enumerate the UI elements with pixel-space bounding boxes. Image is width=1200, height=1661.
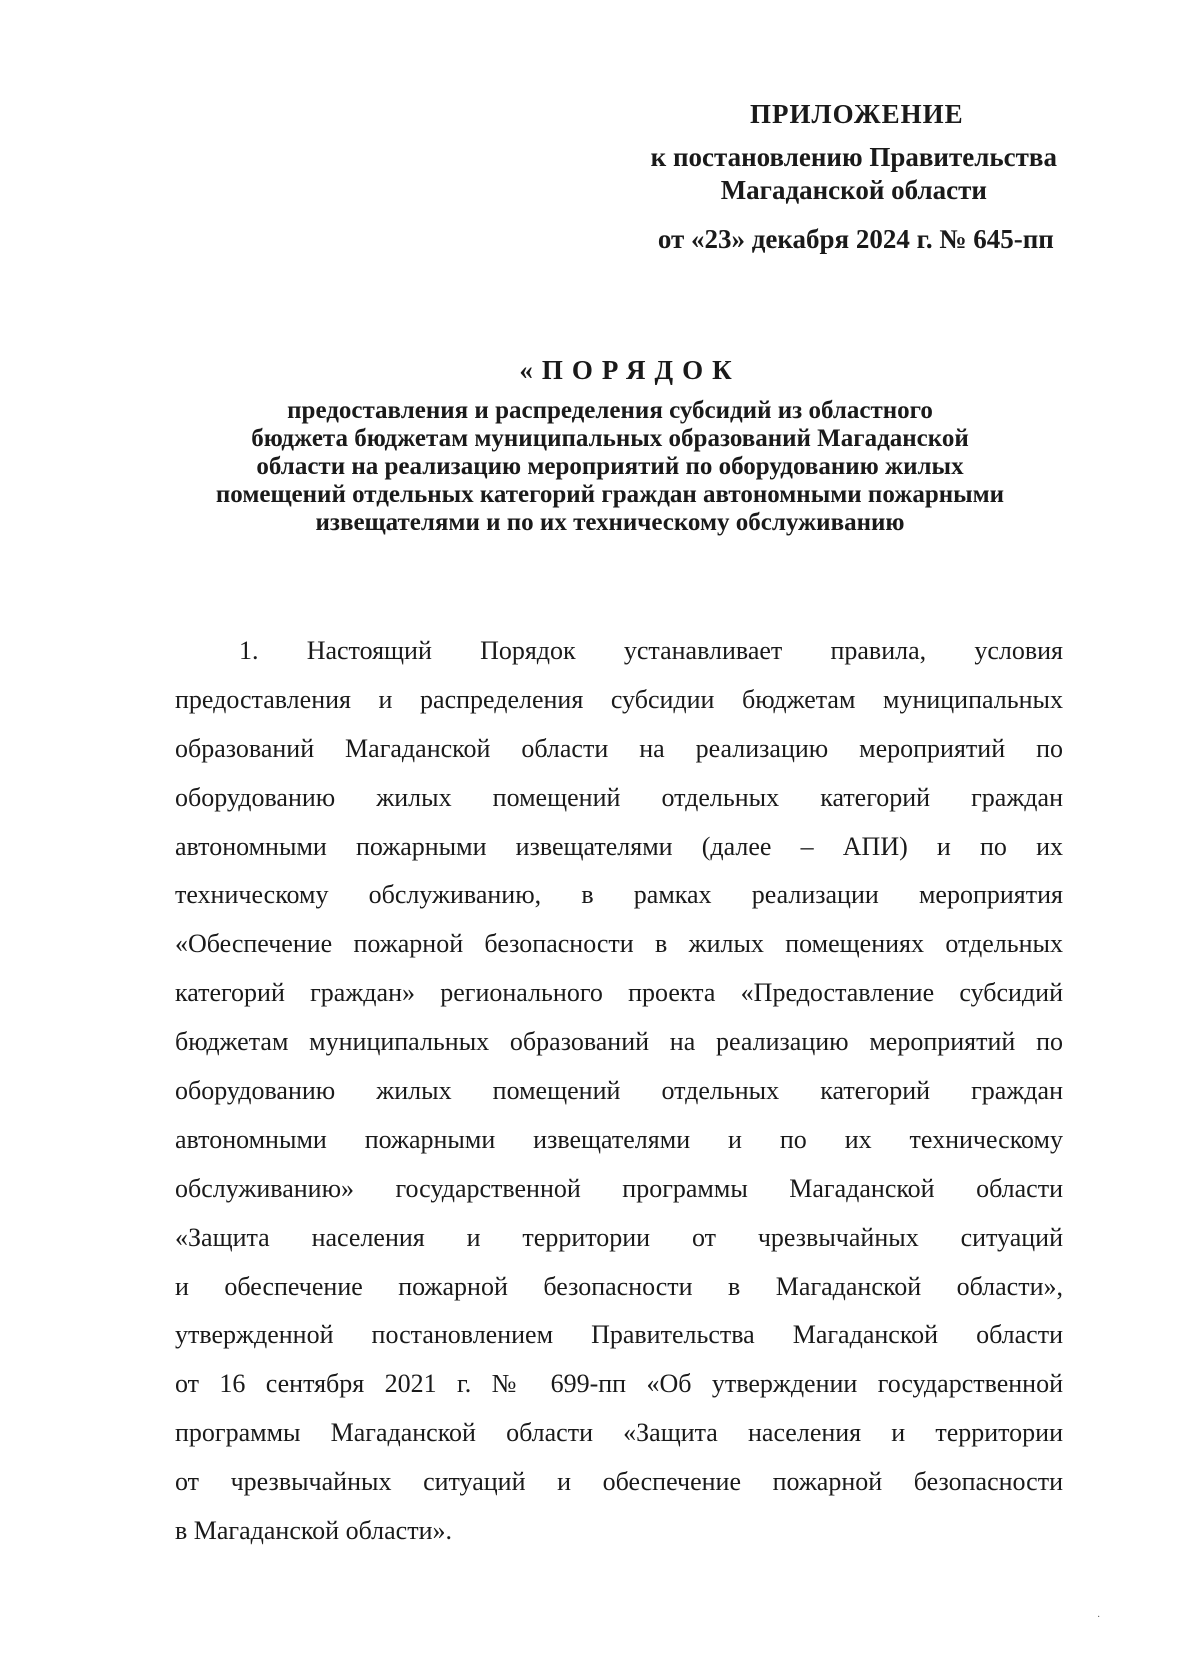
- paragraph-1: [175, 627, 1063, 1556]
- paragraph-line: обслуживанию» государственной программы Магаданской области: [175, 1173, 1063, 1203]
- paragraph-line: утвержденной постановлением Правительства Магаданской области: [175, 1320, 1063, 1350]
- paragraph-line: оборудованию жилых помещений отдельных категорий граждан: [175, 1076, 1063, 1106]
- paragraph-line: 1. Настоящий Порядок устанавливает правила, условия: [239, 636, 1063, 665]
- paragraph-line: автономными пожарными извещателями (далее – АПИ) и по их: [175, 831, 1063, 861]
- page-mark: ·: [1097, 1612, 1101, 1623]
- subtitle-line: извещателями и по их техническому обслуживанию: [315, 509, 905, 536]
- paragraph-line: техническому обслуживанию, в рамках реализации мероприятия: [175, 880, 1063, 910]
- paragraph-line: автономными пожарными извещателями и по их техническому: [175, 1124, 1063, 1154]
- paragraph-line: бюджетам муниципальных образований на реализацию мероприятий по: [175, 1027, 1063, 1057]
- appendix-date-line: от «23» декабря 2024 г. № 645-пп: [657, 224, 1054, 254]
- appendix-resolution-line: к постановлению Правительства: [650, 142, 1057, 172]
- appendix-title: ПРИЛОЖЕНИЕ: [749, 99, 964, 129]
- subtitle-line: предоставления и распределения субсидий из областного: [287, 397, 933, 424]
- paragraph-line: «Защита населения и территории от чрезвычайных ситуаций: [175, 1222, 1063, 1252]
- paragraph-line: категорий граждан» регионального проекта «Предоставление субсидий: [175, 978, 1063, 1008]
- document-title: «ПОРЯДОК: [519, 355, 741, 385]
- paragraph-line: от 16 сентября 2021 г. № 699-пп «Об утверждении государственной: [175, 1369, 1063, 1399]
- paragraph-line: и обеспечение пожарной безопасности в Магаданской области»,: [175, 1271, 1063, 1301]
- document-subtitle: [150, 397, 1070, 537]
- appendix-region-line: Магаданской области: [720, 175, 987, 205]
- paragraph-line: оборудованию жилых помещений отдельных категорий граждан: [175, 782, 1063, 812]
- subtitle-line: бюджета бюджетам муниципальных образований Магаданской: [251, 425, 969, 452]
- paragraph-line: образований Магаданской области на реализацию мероприятий по: [175, 733, 1063, 763]
- paragraph-line: «Обеспечение пожарной безопасности в жилых помещениях отдельных: [175, 929, 1063, 959]
- appendix-header: [651, 98, 1057, 256]
- paragraph-line: программы Магаданской области «Защита населения и территории: [175, 1418, 1063, 1448]
- paragraph-line: от чрезвычайных ситуаций и обеспечение пожарной безопасности: [175, 1467, 1063, 1497]
- subtitle-line: помещений отдельных категорий граждан автономными пожарными: [215, 481, 1005, 508]
- subtitle-line: области на реализацию мероприятий по оборудованию жилых: [256, 453, 964, 480]
- paragraph-line: в Магаданской области».: [175, 1516, 452, 1546]
- paragraph-line: предоставления и распределения субсидии бюджетам муниципальных: [175, 684, 1063, 714]
